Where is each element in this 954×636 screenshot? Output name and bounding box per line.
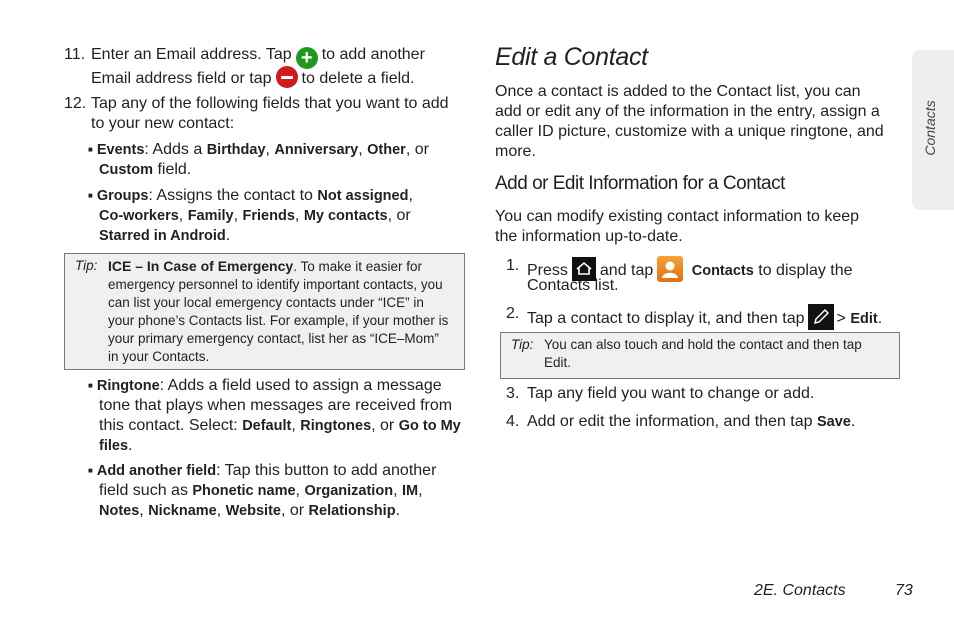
ringtone-label: Ringtone (96, 378, 160, 394)
step-text: Tap any field you want to change or add. (527, 385, 815, 402)
group-my-contacts: My contacts (303, 208, 388, 224)
field-im: IM (401, 483, 419, 499)
text: , (233, 207, 239, 224)
delete-minus-icon (276, 66, 298, 88)
intro-line: caller ID picture, customize with a unique ringtone, and (495, 123, 884, 140)
field-website: Website (225, 503, 281, 519)
step-number: 4. (506, 413, 520, 430)
text: , (295, 482, 300, 499)
step-text: Tap any of the following fields that you want to add (91, 95, 449, 112)
field-other: Other (367, 142, 406, 158)
text: , (216, 502, 222, 519)
bullet-icon: ■ (88, 466, 93, 475)
step-number: 1. (506, 257, 520, 274)
text: , (294, 207, 300, 224)
group-starred: Starred in Android (99, 228, 226, 244)
text: : Tap this button to add another (216, 462, 437, 479)
section-heading: Edit a Contact (495, 43, 648, 71)
menu-separator: > (836, 310, 846, 327)
step-text: . (850, 413, 856, 430)
option-go-to-my-files: files (99, 438, 129, 454)
field-organization: Organization (304, 483, 394, 499)
edit-label: Edit (850, 311, 878, 327)
step-text: Email address field or tap (91, 70, 272, 87)
text: . (128, 437, 133, 454)
intro-line: Once a contact is added to the Contact list, you can (495, 83, 861, 100)
option-ringtones: Ringtones (300, 418, 372, 434)
text: , (358, 141, 363, 158)
add-plus-icon: + (296, 47, 318, 69)
text: , (178, 207, 184, 224)
intro-line: add or edit any of the information in the entry, assign a (495, 103, 880, 120)
ringtone-bullet (88, 376, 468, 456)
intro-paragraph (495, 82, 884, 162)
field-custom: Custom (99, 162, 153, 178)
page-number: 73 (895, 582, 913, 599)
text: . (395, 502, 401, 519)
field-nickname: Nickname (148, 503, 217, 519)
text: , or (371, 417, 395, 434)
edit-tip-box (500, 332, 900, 379)
option-default: Default (242, 418, 292, 434)
side-tab-label: Contacts (922, 100, 938, 156)
text: , (393, 482, 398, 499)
step-text: to delete a field. (301, 70, 415, 87)
text: , (418, 482, 423, 499)
groups-bullet (88, 186, 468, 246)
bullet-icon: ■ (88, 381, 93, 390)
tip-text: emergency personnel to identify important contacts, you (108, 277, 443, 292)
step-text: to your new contact: (91, 115, 235, 132)
tip-text: in your Contacts. (108, 349, 210, 364)
step-number: 12. (64, 95, 87, 112)
save-label: Save (816, 414, 851, 430)
events-label: Events (96, 142, 145, 158)
step-text: and tap (599, 262, 654, 279)
groups-label: Groups (96, 188, 149, 204)
field-birthday: Birthday (206, 142, 266, 158)
step-number: 3. (506, 385, 520, 402)
group-family: Family (187, 208, 234, 224)
text: , or (387, 207, 411, 224)
step-number: 2. (506, 305, 520, 322)
text: this contact. Select: (99, 417, 238, 434)
sub-intro-line: You can modify existing contact information to keep (495, 208, 860, 225)
tip-text: can list your local emergency contacts under “ICE” in (108, 295, 424, 310)
text: tone that plays when messages are received from (99, 397, 453, 414)
text: , (408, 187, 413, 204)
text: , (265, 141, 270, 158)
contacts-label: Contacts (691, 263, 754, 279)
step-text: Contacts list. (527, 277, 619, 294)
intro-line: more. (495, 143, 536, 160)
sub-intro-paragraph (495, 207, 859, 247)
add-field-bullet (88, 461, 468, 521)
subsection-heading: Add or Edit Information for a Contact (495, 173, 785, 194)
text: field such as (99, 482, 188, 499)
text: : Assigns the contact to (148, 187, 313, 204)
tip-label: Tip: (75, 258, 98, 273)
footer-section: 2E. Contacts (754, 582, 846, 599)
contacts-app-icon (657, 256, 683, 282)
text: , (139, 502, 144, 519)
text: : Adds a (144, 141, 203, 158)
option-go-to-my-files: Go to My (398, 418, 461, 434)
edit-pencil-icon (808, 304, 834, 330)
group-coworkers: Co-workers (99, 208, 179, 224)
text: : Adds a field used to assign a message (159, 377, 442, 394)
tip-title: ICE – In Case of Emergency (108, 258, 294, 274)
events-bullet (88, 140, 468, 180)
group-not-assigned: Not assigned (317, 188, 409, 204)
ice-tip-box (64, 253, 465, 370)
text: , or (280, 502, 305, 519)
group-friends: Friends (242, 208, 295, 224)
add-field-label: Add another field (96, 463, 217, 479)
step-text: to display the (758, 262, 853, 279)
step-text: Add or edit the information, and then tap (527, 413, 813, 430)
step-text: Tap a contact to display it, and then tap (527, 310, 805, 327)
text: , or (405, 141, 429, 158)
step-text: . (877, 310, 883, 327)
tip-text: your primary emergency contact, list her as “ICE–Mom” (108, 331, 439, 346)
tip-text: Edit. (544, 355, 572, 370)
step-number: 11. (64, 46, 86, 63)
section-side-tab (912, 50, 954, 210)
sub-intro-line: the information up-to-date. (495, 228, 683, 245)
bullet-icon: ■ (88, 191, 93, 200)
field-notes: Notes (99, 503, 140, 519)
tip-text: . To make it easier for (293, 259, 422, 274)
text: field. (157, 161, 192, 178)
step-text: Press (527, 262, 568, 279)
bullet-icon: ■ (88, 145, 93, 154)
text: . (225, 227, 231, 244)
field-phonetic-name: Phonetic name (192, 483, 296, 499)
tip-text: your phone’s Contacts list. For example, if your mother is (108, 313, 449, 328)
tip-text: You can also touch and hold the contact and then tap (544, 337, 862, 352)
step-text: to add another (321, 46, 425, 63)
field-anniversary: Anniversary (274, 142, 359, 158)
step-text: Enter an Email address. Tap (91, 46, 292, 63)
tip-label: Tip: (511, 337, 534, 352)
field-relationship: Relationship (308, 503, 396, 519)
text: , (291, 417, 296, 434)
